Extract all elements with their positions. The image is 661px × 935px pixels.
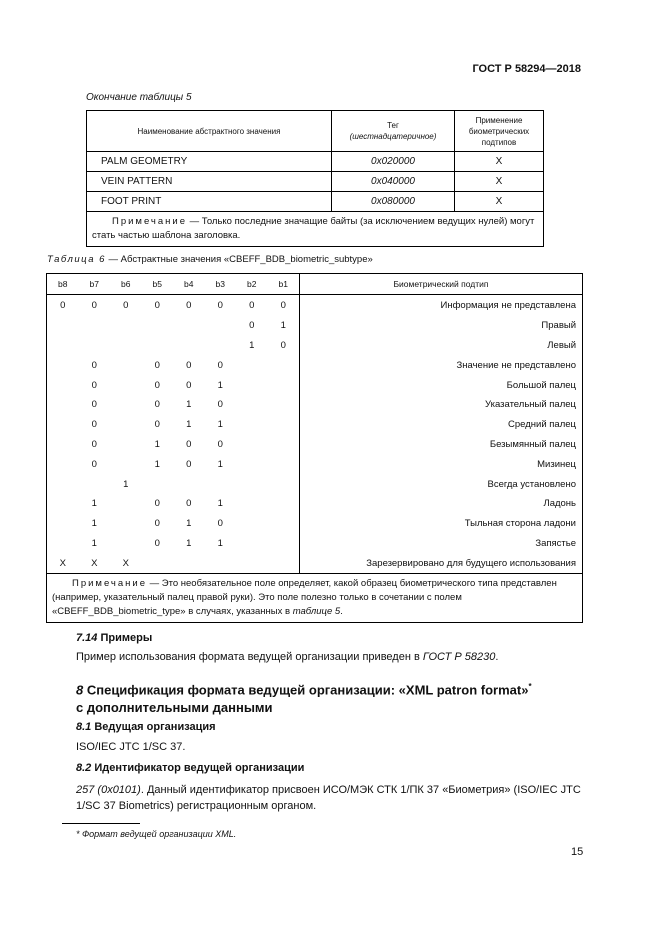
table6-header-b3: b3 <box>205 274 237 295</box>
table6-subtype-cell: Запястье <box>300 534 583 554</box>
section-7-14-text <box>76 651 498 663</box>
table5-cell-applies: X <box>455 152 544 172</box>
table6-bit-cell: 1 <box>186 399 192 411</box>
table6-bit-cell <box>47 355 79 375</box>
table6-bit-cell <box>236 474 268 494</box>
table5-cell-tag: 0x040000 <box>332 172 455 192</box>
table6-bit-cell: 0 <box>186 438 192 450</box>
table6-bit-cell: 0 <box>217 399 223 411</box>
section-8-heading <box>76 678 576 717</box>
table6-bit-cell: 1 <box>249 339 255 351</box>
table5-cell-applies: X <box>455 172 544 192</box>
table6-bit-cell: 0 <box>217 438 223 450</box>
table6-bit-cell <box>268 534 300 554</box>
table6-bit-cell: 0 <box>91 438 97 450</box>
table6-bit-cell: 1 <box>154 438 160 450</box>
table-row <box>47 534 583 554</box>
table6-bit-cell: 0 <box>186 498 192 510</box>
table6-note-label: Примечание <box>72 578 147 590</box>
table6-bit-cell: 0 <box>91 399 97 411</box>
table6-subtype-cell: Значение не представлено <box>300 355 583 375</box>
table6-bit-cell: 0 <box>123 300 129 312</box>
table6-bit-cell <box>47 375 79 395</box>
table6-header-row <box>47 274 583 295</box>
table6-bit-cell: 0 <box>91 379 97 391</box>
table6-bit-cell: 0 <box>91 300 97 312</box>
section-7-14-ref: ГОСТ Р 58230 <box>422 651 496 663</box>
table-row <box>87 172 544 192</box>
table6 <box>46 273 583 623</box>
table5-header-applies <box>455 111 544 152</box>
table6-bit-cell <box>110 415 142 435</box>
table-row <box>47 375 583 395</box>
table6-bit-cell <box>236 395 268 415</box>
table6-subtype-cell: Зарезервировано для будущего использования <box>300 553 583 573</box>
table6-bit-cell <box>110 316 142 336</box>
table6-header-b6: b6 <box>110 274 142 295</box>
section-8-1-title: Ведущая организация <box>91 721 216 733</box>
table6-bit-cell <box>268 375 300 395</box>
table6-bit-cell: 1 <box>217 498 223 510</box>
section-8-1-number: 8.1 <box>76 721 92 733</box>
table6-bit-cell: 0 <box>249 320 255 332</box>
table6-subtype-cell: Безымянный палец <box>300 435 583 455</box>
table6-subtype-cell: Мизинец <box>300 454 583 474</box>
table6-bit-cell <box>268 514 300 534</box>
page-number: 15 <box>571 846 584 858</box>
table6-bit-cell <box>173 316 205 336</box>
table6-bit-cell: 1 <box>217 419 223 431</box>
table6-caption-text: — Абстрактные значения «CBEFF_BDB_biometric_subtype» <box>105 254 373 265</box>
table6-bit-cell <box>236 355 268 375</box>
standard-designation: ГОСТ Р 58294—2018 <box>472 63 581 75</box>
table6-subtype-cell: Информация не представлена <box>300 295 583 316</box>
table6-bit-cell <box>110 375 142 395</box>
table-row <box>47 553 583 573</box>
table6-caption-label: Таблица 6 <box>47 254 106 265</box>
section-8-2-text <box>76 782 582 814</box>
table6-bit-cell: 0 <box>154 399 160 411</box>
table6-bit-cell <box>47 415 79 435</box>
section-8-1-heading <box>76 721 216 733</box>
table5-note-label: Примечание <box>112 216 187 227</box>
table5-header-applies-line3: подтипов <box>481 137 517 147</box>
table6-bit-cell: 1 <box>217 379 223 391</box>
table-row <box>47 474 583 494</box>
table5-cell-name: PALM GEOMETRY <box>87 152 332 172</box>
section-8-2-title: Идентификатор ведущей организации <box>91 762 305 774</box>
table-row <box>87 152 544 172</box>
table6-bit-cell <box>236 494 268 514</box>
table-row <box>47 295 583 316</box>
table6-bit-cell: 0 <box>91 419 97 431</box>
table5-note-row <box>87 212 544 247</box>
section-8-1-text: ISO/IEC JTC 1/SC 37. <box>76 741 186 753</box>
table5-header-tag-line1: Тег <box>387 121 399 130</box>
table5-header-name: Наименование абстрактного значения <box>87 111 332 152</box>
table-row <box>47 415 583 435</box>
table6-bit-cell: 0 <box>154 359 160 371</box>
table6-bit-cell: 0 <box>186 458 192 470</box>
table-row <box>47 316 583 336</box>
table5-header-applies-line1: Применение <box>475 115 523 125</box>
table6-header-b5: b5 <box>142 274 174 295</box>
table6-bit-cell: 0 <box>154 300 160 312</box>
table6-bit-cell <box>79 316 111 336</box>
table6-bit-cell <box>47 336 79 356</box>
section-8-title-line2: с дополнительными данными <box>76 700 273 716</box>
table6-header-subtype: Биометрический подтип <box>300 274 583 295</box>
section-8-2-code: 257 (0x0101) <box>76 784 141 796</box>
table6-bit-cell: 1 <box>186 419 192 431</box>
table6-bit-cell: 0 <box>217 300 223 312</box>
table6-bit-cell <box>268 435 300 455</box>
table6-bit-cell: 0 <box>154 537 160 549</box>
table6-bit-cell <box>47 435 79 455</box>
table-row <box>47 355 583 375</box>
section-8-footnote-mark: * <box>528 682 532 691</box>
table6-bit-cell: 0 <box>280 339 286 351</box>
table6-bit-cell: 0 <box>47 295 79 316</box>
table6-bit-cell <box>173 553 205 573</box>
table6-bit-cell <box>47 395 79 415</box>
table6-bit-cell: 1 <box>123 478 129 490</box>
table6-bit-cell <box>110 454 142 474</box>
table-row <box>47 454 583 474</box>
table5-caption: Окончание таблицы 5 <box>86 92 192 103</box>
table6-bit-cell <box>47 316 79 336</box>
table6-bit-cell: 0 <box>249 300 255 312</box>
section-7-14-title: Примеры <box>97 632 153 644</box>
table6-bit-cell <box>142 316 174 336</box>
table6-bit-cell <box>47 474 79 494</box>
table6-bit-cell <box>268 494 300 514</box>
table6-bit-cell <box>268 553 300 573</box>
table6-header-b4: b4 <box>173 274 205 295</box>
table6-subtype-cell: Большой палец <box>300 375 583 395</box>
section-8-2-number: 8.2 <box>76 762 92 774</box>
table6-bit-cell <box>205 336 237 356</box>
table5 <box>86 110 544 247</box>
table-row <box>47 336 583 356</box>
footnote: * Формат ведущей организации XML. <box>76 829 237 839</box>
table6-bit-cell: 0 <box>280 300 286 312</box>
table-row <box>47 514 583 534</box>
table5-header-tag <box>332 111 455 152</box>
table5-cell-tag: 0x080000 <box>332 192 455 212</box>
table6-header-b7: b7 <box>79 274 111 295</box>
table6-bit-cell: 0 <box>154 518 160 530</box>
table6-bit-cell <box>47 494 79 514</box>
table6-bit-cell <box>79 474 111 494</box>
section-7-14-body: Пример использования формата ведущей организации приведен в <box>76 651 423 663</box>
table5-header-applies-line2: биометрических <box>468 126 530 136</box>
footnote-divider <box>62 823 140 824</box>
table6-subtype-cell: Тыльная сторона ладони <box>300 514 583 534</box>
table6-bit-cell: 1 <box>91 518 97 530</box>
table6-bit-cell <box>236 534 268 554</box>
table-row <box>87 192 544 212</box>
table6-body <box>47 295 583 574</box>
table6-bit-cell <box>268 454 300 474</box>
table6-bit-cell <box>236 553 268 573</box>
table6-bit-cell <box>236 435 268 455</box>
table6-bit-cell <box>173 336 205 356</box>
table6-subtype-cell: Ладонь <box>300 494 583 514</box>
table5-cell-tag: 0x020000 <box>332 152 455 172</box>
table6-bit-cell <box>268 474 300 494</box>
table6-note-tail: . <box>340 606 343 618</box>
table5-cell-name: VEIN PATTERN <box>87 172 332 192</box>
table6-subtype-cell: Правый <box>300 316 583 336</box>
table6-caption <box>47 254 373 265</box>
table6-bit-cell: 0 <box>186 300 192 312</box>
table6-subtype-cell: Указательный палец <box>300 395 583 415</box>
section-7-14-number: 7.14 <box>76 632 98 644</box>
table6-bit-cell: 1 <box>186 518 192 530</box>
table6-bit-cell <box>110 494 142 514</box>
table6-subtype-cell: Левый <box>300 336 583 356</box>
table6-bit-cell <box>110 336 142 356</box>
table6-bit-cell: X <box>47 553 79 573</box>
table6-note-ref: таблице 5 <box>292 606 341 618</box>
table6-bit-cell: 1 <box>91 498 97 510</box>
table6-bit-cell <box>47 534 79 554</box>
table5-cell-applies: X <box>455 192 544 212</box>
section-8-title: Спецификация формата ведущей организации: «XML patron format» <box>83 682 529 698</box>
table6-bit-cell: 0 <box>217 518 223 530</box>
section-7-14-tail: . <box>495 651 499 663</box>
table6-bit-cell <box>47 514 79 534</box>
table-row <box>47 435 583 455</box>
table6-bit-cell: 0 <box>154 419 160 431</box>
table6-bit-cell <box>236 375 268 395</box>
table6-bit-cell: X <box>91 557 98 569</box>
table6-note-text: — Это необязательное поле определяет, какой образец биометрического типа представлен (например, указательный палец правой руки). Это поле полезно только в сочетании с полем «CBEFF_BDB_biometric_type» в случаях, указанных в <box>52 578 557 618</box>
table6-bit-cell <box>236 454 268 474</box>
table6-header-b1: b1 <box>268 274 300 295</box>
table6-bit-cell: 1 <box>91 537 97 549</box>
table6-bit-cell <box>142 474 174 494</box>
table6-bit-cell: 1 <box>154 458 160 470</box>
table5-header-tag-line2: (шестнадцатеричное) <box>349 132 437 141</box>
table6-bit-cell: 0 <box>217 359 223 371</box>
table6-bit-cell <box>205 316 237 336</box>
table6-bit-cell: 0 <box>154 379 160 391</box>
section-8-number: 8 <box>76 682 84 698</box>
table6-bit-cell: 0 <box>186 359 192 371</box>
table6-note <box>47 574 583 623</box>
table6-bit-cell: 1 <box>217 537 223 549</box>
table6-bit-cell: 0 <box>154 498 160 510</box>
table5-note-text: — Только последние значащие байты (за исключением ведущих нулей) могут стать частью шаблона заголовка. <box>92 216 535 241</box>
table6-bit-cell: 0 <box>91 458 97 470</box>
table6-bit-cell <box>142 553 174 573</box>
table6-bit-cell <box>110 514 142 534</box>
table6-bit-cell <box>236 514 268 534</box>
table6-bit-cell <box>268 355 300 375</box>
table5-note <box>87 212 544 247</box>
table-row <box>47 395 583 415</box>
table6-bit-cell: 1 <box>186 537 192 549</box>
table6-bit-cell <box>110 534 142 554</box>
table6-header-b2: b2 <box>236 274 268 295</box>
table6-bit-cell: X <box>122 557 129 569</box>
table6-bit-cell <box>110 435 142 455</box>
table6-bit-cell: 0 <box>186 379 192 391</box>
section-7-14-heading <box>76 632 152 644</box>
table6-bit-cell <box>110 395 142 415</box>
table6-bit-cell: 1 <box>217 458 223 470</box>
table6-bit-cell <box>110 355 142 375</box>
table6-bit-cell <box>268 415 300 435</box>
table6-subtype-cell: Всегда установлено <box>300 474 583 494</box>
table6-bit-cell <box>205 553 237 573</box>
table5-header-row <box>87 111 544 152</box>
table6-bit-cell <box>205 474 237 494</box>
table6-header-b8: b8 <box>47 274 79 295</box>
table6-bit-cell: 1 <box>280 320 286 332</box>
table-row <box>47 494 583 514</box>
table6-bit-cell: 0 <box>91 359 97 371</box>
table6-bit-cell <box>79 336 111 356</box>
table6-bit-cell <box>268 395 300 415</box>
table6-note-row <box>47 574 583 623</box>
table6-bit-cell <box>47 454 79 474</box>
table5-cell-name: FOOT PRINT <box>87 192 332 212</box>
section-8-2-heading <box>76 762 304 774</box>
table6-bit-cell <box>173 474 205 494</box>
section-8-2-body: . Данный идентификатор присвоен ИСО/МЭК СТК 1/ПК 37 «Биометрия» (ISO/IEC JTC 1/SC 37 Biometrics) регистрационным органом. <box>76 784 581 812</box>
table6-subtype-cell: Средний палец <box>300 415 583 435</box>
table6-bit-cell <box>236 415 268 435</box>
table6-bit-cell <box>142 336 174 356</box>
